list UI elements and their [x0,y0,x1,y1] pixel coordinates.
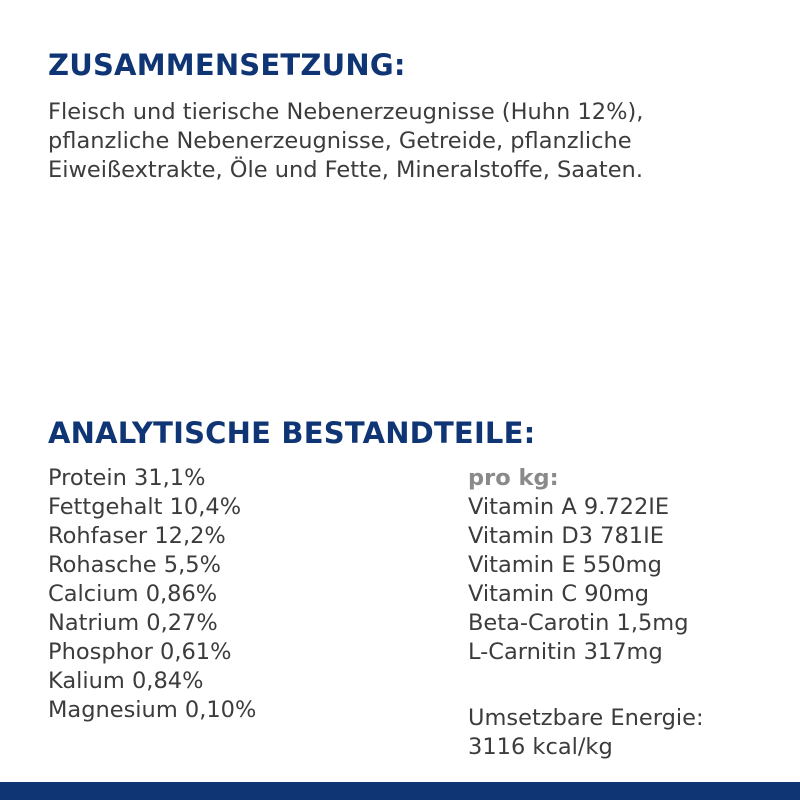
composition-line: Eiweißextrakte, Öle und Fette, Mineralstoffe, Saaten. [48,157,643,183]
analytic-heading: ANALYTISCHE BESTANDTEILE: [48,416,536,450]
constituent-item: Calcium 0,86% [48,581,218,607]
constituent-item: Rohasche 5,5% [48,552,221,578]
composition-line: Fleisch und tierische Nebenerzeugnisse (Huhn 12%), [48,99,644,125]
composition-text [48,98,788,185]
vitamin-item: Beta-Carotin 1,5mg [468,610,689,636]
vitamin-item: Vitamin D3 781IE [468,523,664,549]
metabolizable-energy [468,704,704,762]
constituent-item: Kalium 0,84% [48,668,204,694]
footer-bar [0,782,800,800]
constituent-item: Fettgehalt 10,4% [48,494,242,520]
vitamin-item: Vitamin E 550mg [468,552,662,578]
vitamin-item: L-Carnitin 317mg [468,639,663,665]
constituent-item: Phosphor 0,61% [48,639,232,665]
per-kg-subheading: pro kg: [468,465,559,491]
constituent-item: Magnesium 0,10% [48,697,257,723]
analytic-constituents-list [48,464,256,725]
constituent-item: Rohfaser 12,2% [48,523,226,549]
composition-heading: ZUSAMMENSETZUNG: [48,48,406,82]
vitamin-item: Vitamin A 9.722IE [468,494,670,520]
composition-line: pflanzliche Nebenerzeugnisse, Getreide, pflanzliche [48,128,632,154]
constituent-item: Protein 31,1% [48,465,206,491]
vitamins-list [468,464,689,667]
energy-label: Umsetzbare Energie: [468,705,704,731]
constituent-item: Natrium 0,27% [48,610,218,636]
energy-value: 3116 kcal/kg [468,734,613,760]
vitamin-item: Vitamin C 90mg [468,581,650,607]
